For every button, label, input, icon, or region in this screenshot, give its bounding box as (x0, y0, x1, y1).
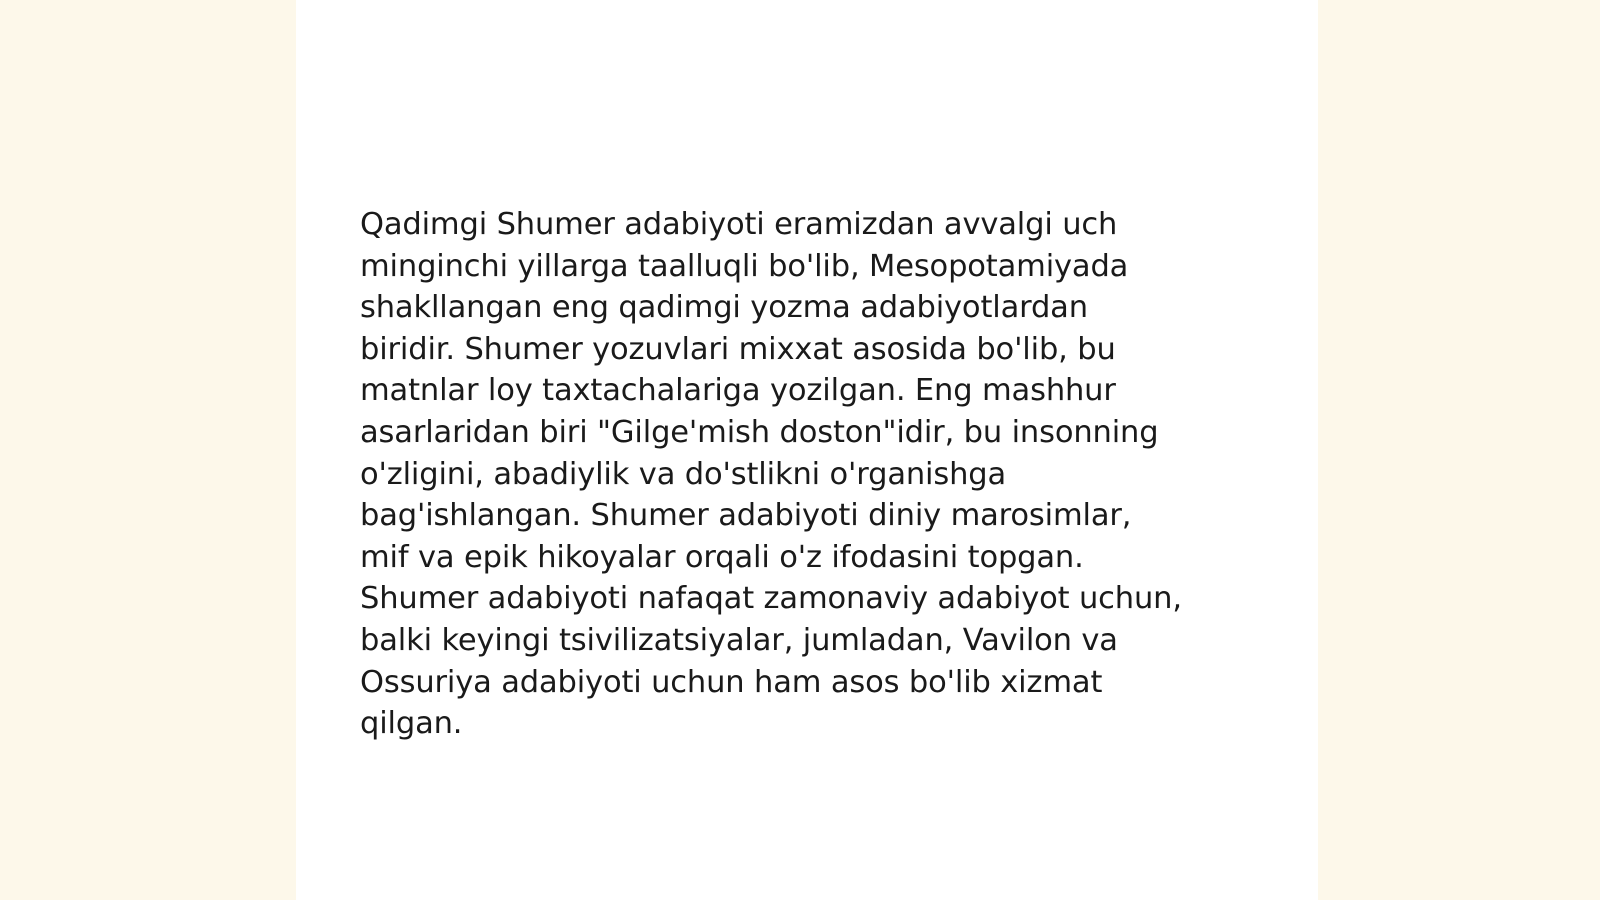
body-paragraph (360, 204, 1260, 745)
paragraph-line: Shumer adabiyoti nafaqat zamonaviy adabiyot uchun, (360, 581, 1182, 617)
paragraph-line: shakllangan eng qadimgi yozma adabiyotlardan (360, 290, 1088, 326)
document-page (296, 0, 1318, 900)
paragraph-line: biridir. Shumer yozuvlari mixxat asosida bo'lib, bu (360, 331, 1116, 367)
paragraph-line: qilgan. (360, 706, 463, 742)
paragraph-line: balki keyingi tsivilizatsiyalar, jumladan, Vavilon va (360, 622, 1118, 658)
paragraph-line: Qadimgi Shumer adabiyoti eramizdan avvalgi uch (360, 207, 1118, 242)
paragraph-line: mif va epik hikoyalar orqali o'z ifodasini topgan. (360, 539, 1084, 575)
paragraph-line: minginchi yillarga taalluqli bo'lib, Mesopotamiyada (360, 248, 1129, 284)
paragraph-line: matnlar loy taxtachalariga yozilgan. Eng mashhur (360, 373, 1116, 409)
paragraph-line: asarlaridan biri "Gilge'mish doston"idir, bu insonning (360, 414, 1159, 450)
paragraph-line: o'zligini, abadiylik va do'stlikni o'rganishga (360, 456, 1007, 492)
paragraph-line: Ossuriya adabiyoti uchun ham asos bo'lib xizmat (360, 664, 1103, 700)
paragraph-line: bag'ishlangan. Shumer adabiyoti diniy marosimlar, (360, 498, 1132, 534)
